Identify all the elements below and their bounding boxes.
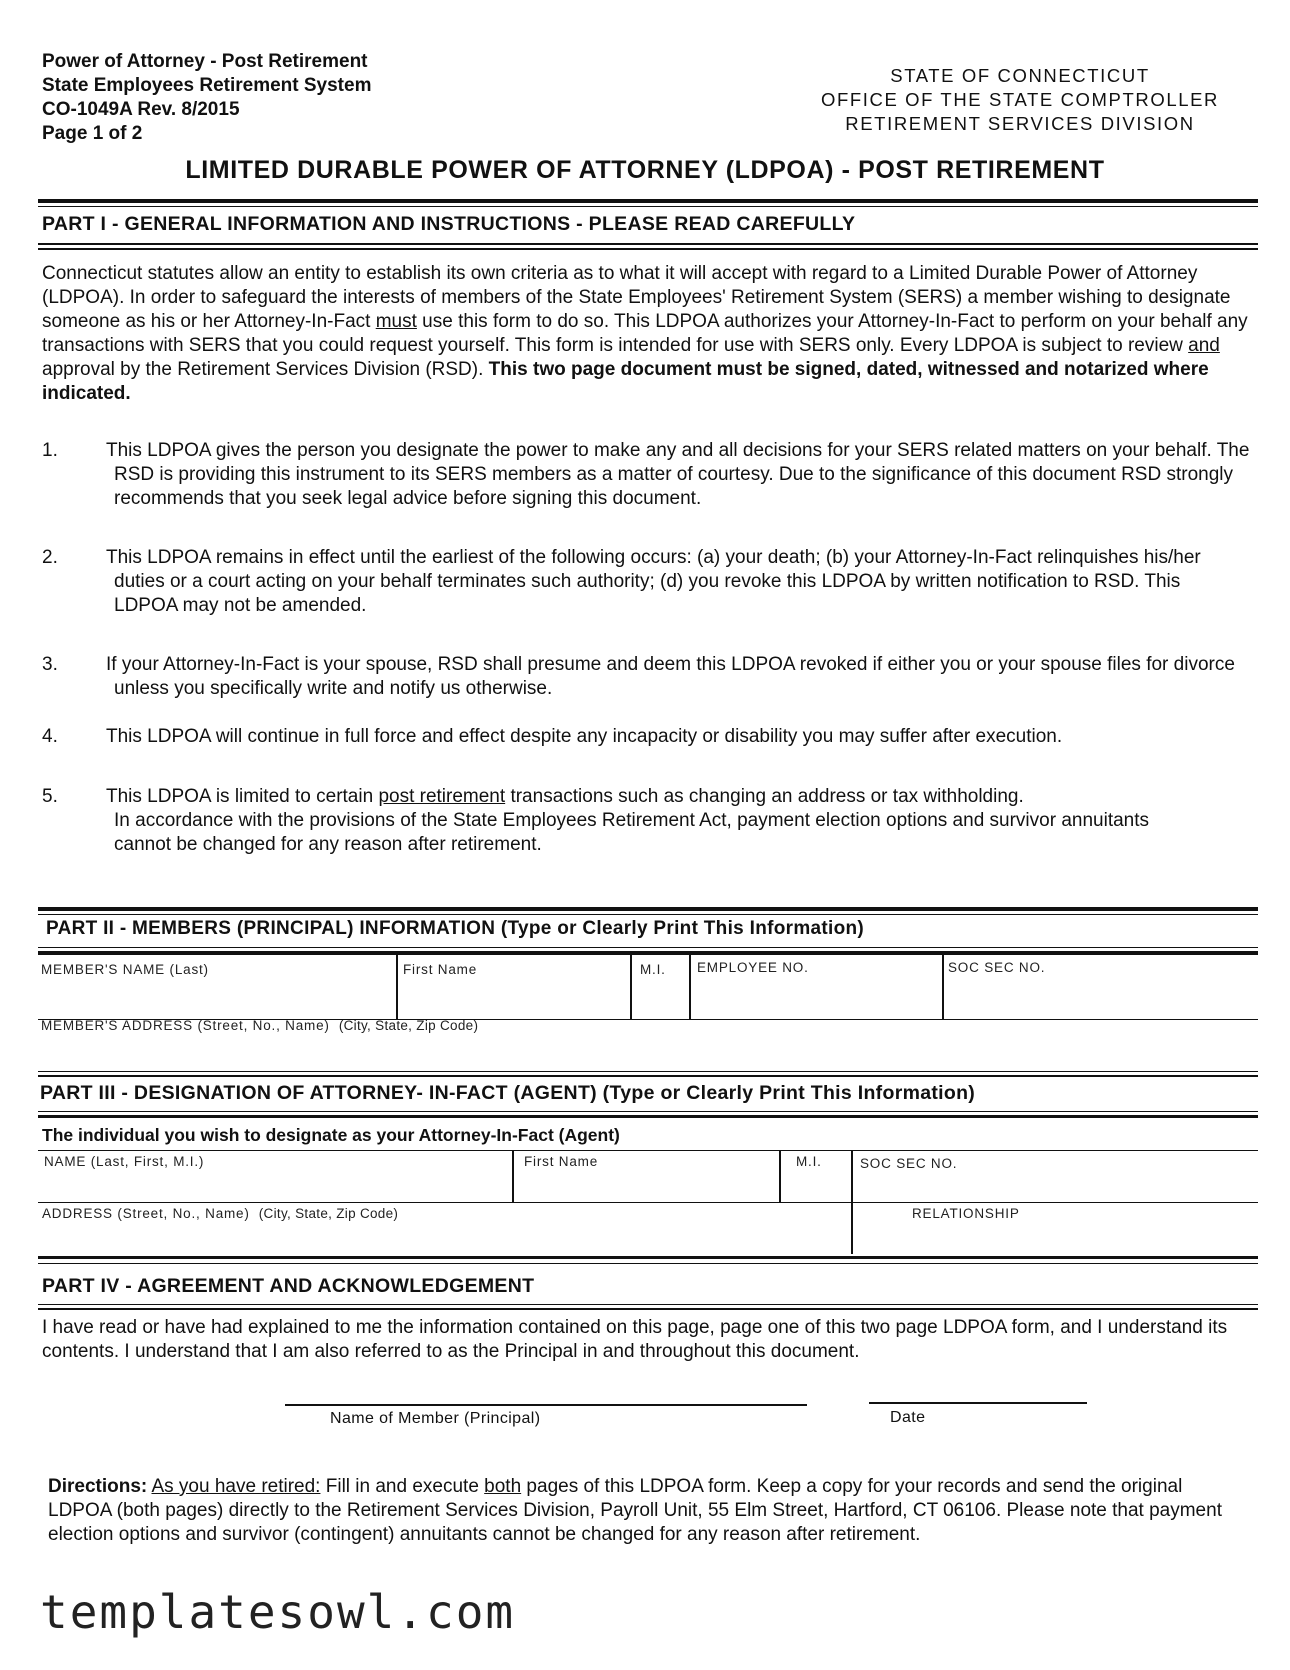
divider — [38, 248, 1258, 250]
part4-acknowledgement: I have read or have had explained to me the information contained on this page, page one of this two page LDPOA form, and I understand its contents. I understand that I am also referred to as the Principal in and throughout this document. — [42, 1317, 1228, 1362]
part3-subtitle: The individual you wish to designate as your Attorney-In-Fact (Agent) — [42, 1125, 620, 1145]
item-number: 5. — [42, 786, 58, 807]
divider — [38, 907, 1258, 911]
agent-ssn-field[interactable] — [856, 1172, 1256, 1200]
divider — [38, 206, 1258, 207]
divider — [38, 1115, 1258, 1118]
directions-text: Fill in and execute — [320, 1476, 485, 1497]
intro-signing-notice: This two page document must be signed, dated, witnessed and notarized where indicated. — [42, 359, 1209, 404]
cell-divider — [689, 955, 691, 1020]
divider — [38, 1263, 1258, 1264]
member-city-label: (City, State, Zip Code) — [338, 1018, 479, 1033]
system-name: State Employees Retirement System — [42, 75, 372, 96]
member-employee-no-field[interactable] — [694, 980, 941, 1018]
divider — [38, 914, 1258, 915]
agent-mi-label: M.I. — [796, 1154, 822, 1169]
directions-text: pages of this LDPOA form. Keep a copy for your records and send the original LDPOA (both pages) directly to the Retirement Services Division, Payroll Unit, 55 Elm Street, Hartford, CT 06106. Please note that payment election options and survivor (contingent) annuitants cannot be changed for any reason after retirement. — [48, 1476, 1222, 1545]
list-item — [42, 725, 1284, 749]
page-number: Page 1 of 2 — [42, 123, 143, 144]
agent-city-label: (City, State, Zip Code) — [258, 1206, 399, 1221]
list-item — [42, 653, 1254, 701]
cell-divider — [942, 955, 944, 1020]
item-number: 3. — [42, 654, 58, 675]
divider — [38, 199, 1258, 203]
item-text: This LDPOA is limited to certain — [106, 786, 379, 807]
item-text: transactions such as changing an address or tax withholding. — [505, 786, 1024, 807]
form-number: CO-1049A Rev. 8/2015 — [42, 99, 240, 120]
list-item — [42, 546, 1234, 618]
part2-title: PART II - MEMBERS (PRINCIPAL) INFORMATION (Type or Clearly Print This Information) — [46, 918, 865, 939]
agent-ssn-label: SOC SEC NO. — [860, 1156, 958, 1171]
agency-state: STATE OF CONNECTICUT — [890, 65, 1150, 86]
agent-first-name-field[interactable] — [517, 1172, 777, 1200]
agent-name-field[interactable] — [42, 1172, 510, 1200]
item-number: 2. — [42, 547, 58, 568]
form-name: Power of Attorney - Post Retirement — [42, 51, 368, 72]
directions-label: Directions: — [48, 1476, 148, 1497]
cell-divider — [779, 1151, 781, 1202]
member-first-name-field[interactable] — [401, 980, 629, 1018]
member-last-name-label: MEMBER'S NAME (Last) — [41, 962, 209, 977]
divider — [38, 1256, 1258, 1259]
part1-title: PART I - GENERAL INFORMATION AND INSTRUCTIONS - PLEASE READ CAREFULLY — [42, 213, 856, 235]
divider — [38, 1150, 1258, 1151]
part4-title: PART IV - AGREEMENT AND ACKNOWLEDGEMENT — [42, 1275, 535, 1297]
part1-intro — [42, 262, 1252, 406]
part3-title: PART III - DESIGNATION OF ATTORNEY- IN-FACT (AGENT) (Type or Clearly Print This Information) — [40, 1082, 976, 1104]
member-employee-no-label: EMPLOYEE NO. — [697, 960, 809, 975]
divider — [38, 1304, 1258, 1305]
divider — [38, 1111, 1258, 1112]
document-title: LIMITED DURABLE POWER OF ATTORNEY (LDPOA) - POST RETIREMENT — [185, 156, 1105, 184]
divider — [38, 951, 1258, 955]
divider — [38, 1308, 1258, 1310]
agent-address-field[interactable] — [42, 1224, 846, 1252]
member-first-name-label: First Name — [403, 962, 478, 977]
member-mi-label: M.I. — [640, 962, 666, 977]
member-signature-label: Name of Member (Principal) — [330, 1410, 541, 1427]
member-ssn-label: SOC SEC NO. — [948, 960, 1046, 975]
intro-emphasis-must: must — [375, 311, 417, 332]
form-identifier — [42, 50, 371, 146]
agent-mi-field[interactable] — [784, 1172, 850, 1200]
agent-name-label: NAME (Last, First, M.I.) — [44, 1154, 205, 1169]
agency-block — [790, 64, 1250, 136]
member-address-field[interactable] — [42, 1036, 1256, 1068]
member-address-label — [41, 1018, 478, 1033]
cell-divider — [512, 1151, 514, 1202]
divider — [38, 1202, 1258, 1203]
cell-divider — [630, 955, 632, 1020]
intro-text: Connecticut statutes allow an entity to establish its own criteria as to what it will accept with regard to a Limited Durable Power of Attorney (LDPOA). In order to safeguard the interests of members of the State Employees' Retirement System (SERS) a member wishing to designate someone as his or her Attorney-In-Fact — [42, 263, 1231, 332]
item-text: In accordance with the provisions of the State Employees Retirement Act, payment election options and survivor annuitants cannot be changed for any reason after retirement. — [114, 810, 1150, 855]
member-signature-line[interactable] — [285, 1404, 807, 1406]
item-text: This LDPOA gives the person you designate the power to make any and all decisions for your SERS related matters on your behalf. The RSD is providing this instrument to its SERS members as a matter of courtesy. Due to the significance of this document RSD strongly recommends that you seek legal advice before signing this document. — [106, 440, 1250, 509]
item-text: This LDPOA will continue in full force and effect despite any incapacity or disability you may suffer after execution. — [106, 726, 1063, 747]
divider — [38, 1075, 1258, 1077]
list-item — [42, 785, 1204, 857]
intro-emphasis-and: and — [1188, 335, 1220, 356]
list-item — [42, 439, 1264, 511]
member-address-label-text: MEMBER'S ADDRESS (Street, No., Name) — [41, 1018, 330, 1033]
agency-division: RETIREMENT SERVICES DIVISION — [845, 113, 1195, 134]
agent-address-label — [42, 1206, 398, 1221]
agency-office: OFFICE OF THE STATE COMPTROLLER — [820, 89, 1220, 110]
divider — [38, 947, 1258, 948]
intro-text: approval by the Retirement Services Division (RSD). — [42, 359, 489, 380]
directions — [48, 1475, 1248, 1547]
date-label: Date — [890, 1409, 926, 1426]
cell-divider — [396, 955, 398, 1020]
divider — [38, 1071, 1258, 1072]
agent-relationship-field[interactable] — [856, 1224, 1256, 1252]
member-ssn-field[interactable] — [947, 980, 1257, 1018]
watermark: templatesowl.com — [40, 1585, 516, 1639]
item-number: 1. — [42, 440, 58, 461]
item-number: 4. — [42, 726, 58, 747]
directions-emphasis: As you have retired: — [151, 1476, 321, 1497]
directions-emphasis: both — [484, 1476, 522, 1497]
date-signature-line[interactable] — [869, 1402, 1087, 1404]
item-text: This LDPOA remains in effect until the earliest of the following occurs: (a) your death; (b) your Attorney-In-Fact relinquishes his/her duties or a court acting on your behalf terminates such authority; (d) you revoke this LDPOA by written notification to RSD. This LDPOA may not be amended. — [106, 547, 1201, 616]
agent-first-name-label: First Name — [524, 1154, 599, 1169]
item-emphasis: post retirement — [378, 786, 506, 807]
item-text: If your Attorney-In-Fact is your spouse, RSD shall presume and deem this LDPOA revoked if either you or your spouse files for divorce unless you specifically write and notify us otherwise. — [106, 654, 1235, 699]
divider — [38, 243, 1258, 245]
agent-relationship-label: RELATIONSHIP — [912, 1206, 1020, 1221]
member-mi-field[interactable] — [636, 980, 688, 1018]
intro-text: use this form to do so. This LDPOA authorizes your Attorney-In-Fact to perform on your behalf any transactions with SERS that you could request yourself. This form is intended for use with SERS only. Every LDPOA is subject to review — [42, 311, 1248, 356]
member-last-name-field[interactable] — [42, 980, 394, 1018]
agent-address-label-text: ADDRESS (Street, No., Name) — [42, 1206, 250, 1221]
